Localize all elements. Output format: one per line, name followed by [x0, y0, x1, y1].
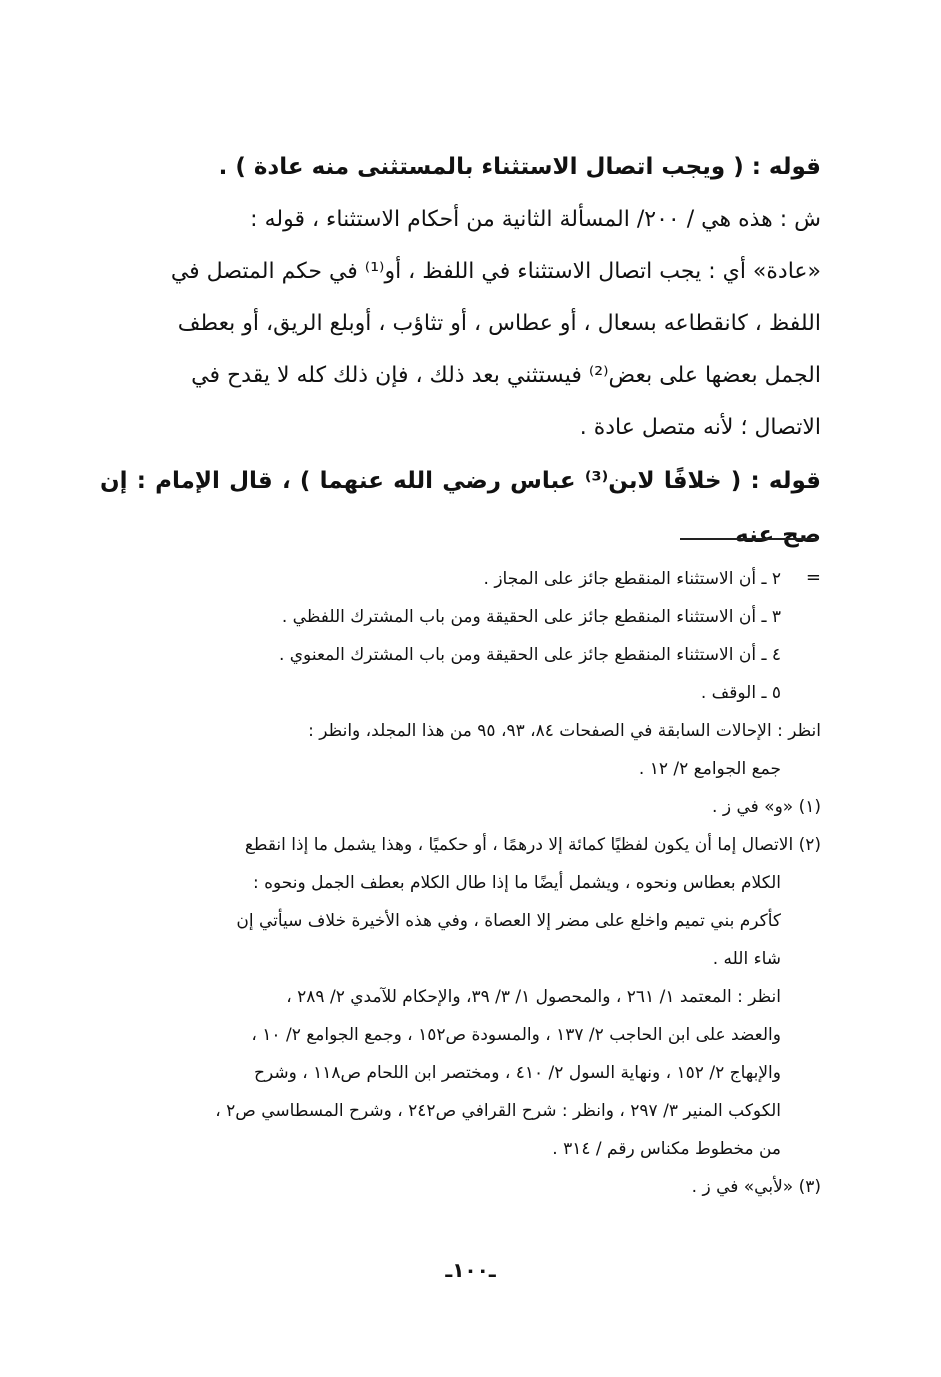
body-line-4: الجمل بعضها على بعض⁽²⁾ فيستثني بعد ذلك ، فإن ذلك كله لا يقدح في	[191, 363, 821, 388]
footnote-2-line: انظر : المعتمد ١/ ٢٦١ ، والمحصول ١/ ٣/ ٣٩، والإحكام للآمدي ٢/ ٢٨٩ ،	[286, 987, 781, 1007]
body-line-1: ش : هذه هي / ٢٠٠/ المسألة الثانية من أحكام الاستثناء ، قوله :	[250, 207, 821, 232]
footnote-2-line: من مخطوط مكناس رقم / ٣١٤ .	[552, 1139, 781, 1159]
body-line-3: اللفظ ، كانقطاعه بسعال ، أو عطاس ، أو تثاؤب ، أوبلع الريق، أو بعطف	[177, 311, 821, 336]
footnote-reference-line: جمع الجوامع ٢/ ١٢ .	[638, 759, 781, 779]
footnote-3: (٣) «لأبي» في ز .	[691, 1177, 821, 1197]
footnote-reference-line: انظر : الإحالات السابقة في الصفحات ٨٤، ٩٣، ٩٥ من هذا المجلد، وانظر :	[308, 721, 821, 741]
footnote-separator	[680, 538, 818, 540]
continuation-mark: =	[805, 567, 821, 588]
page-number: ـ١٠٠ـ	[445, 1258, 496, 1282]
footnote-2-line: كأكرم بني تميم واخلع على مضر إلا العصاة ، وفي هذه الأخيرة خلاف سيأتي إن	[236, 911, 781, 931]
footnote-list-item: ٣ ـ أن الاستثناء المنقطع جائز على الحقيقة ومن باب المشترك اللفظي .	[281, 607, 781, 627]
footnote-list-item: ٤ ـ أن الاستثناء المنقطع جائز على الحقيقة ومن باب المشترك المعنوي .	[278, 645, 781, 665]
footnote-2-line: والإبهاج ٢/ ١٥٢ ، ونهاية السول ٢/ ٤١٠ ، ومختصر ابن اللحام ص١١٨ ، وشرح	[254, 1063, 781, 1083]
body-line-5: الاتصال ؛ لأنه متصل عادة .	[579, 415, 821, 440]
footnote-1: (١) «و» في ز .	[712, 797, 821, 817]
main-text	[100, 140, 821, 562]
footnote-2-line: والعضد على ابن الحاجب ٢/ ١٣٧ ، والمسودة ص١٥٢ ، وجمع الجوامع ٢/ ١٠ ،	[251, 1025, 781, 1045]
body-line-2: «عادة» أي : يجب اتصال الاستثناء في اللفظ ، أو⁽¹⁾ في حكم المتصل في	[170, 259, 821, 284]
footnote-2-line: (٢) الاتصال إما أن يكون لفظيًا كمائة إلا درهمًا ، أو حكميًا ، وهذا يشمل ما إذا انقطع	[244, 835, 821, 855]
footnote-2-line: الكوكب المنير ٣/ ٢٩٧ ، وانظر : شرح القرافي ص٢٤٢ ، وشرح المسطاسي ص٢ ،	[215, 1101, 781, 1121]
footnote-list-item: ٥ ـ الوقف .	[700, 683, 781, 703]
heading-quote-2: قوله : ( خلافًا لابن⁽³⁾ عباس رضي الله عنهما ) ، قال الإمام : إن صح عنه	[100, 468, 821, 548]
footnote-2-line: الكلام بعطاس ونحوه ، ويشمل أيضًا ما إذا طال الكلام بعطف الجمل ونحوه :	[252, 873, 781, 893]
footnotes	[100, 560, 821, 1206]
heading-quote-1: قوله : ( ويجب اتصال الاستثناء بالمستثنى منه عادة ) .	[218, 154, 821, 180]
footnote-list-item: ٢ ـ أن الاستثناء المنقطع جائز على المجاز .	[483, 569, 781, 589]
footnote-2-line: شاء الله .	[712, 949, 781, 969]
